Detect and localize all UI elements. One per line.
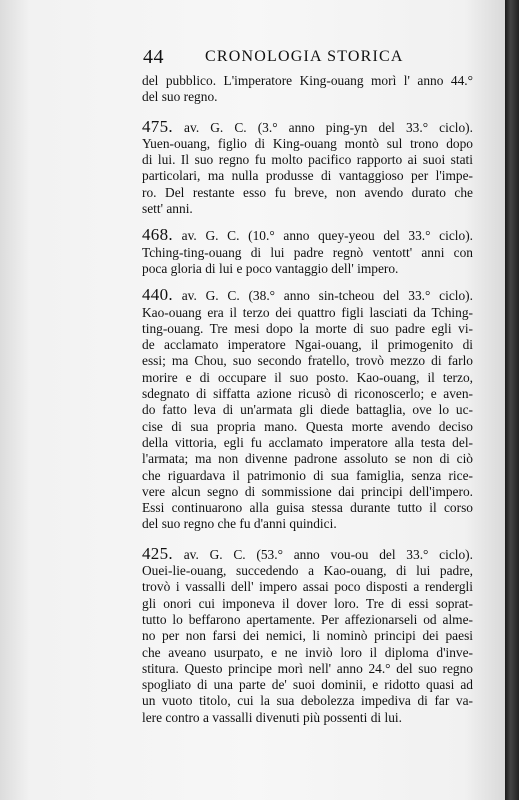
- entry-year: 425.: [142, 545, 173, 563]
- text-line: de acclamato imperatore Ngai-ouang, il primogenito di: [142, 337, 473, 353]
- entry-heading: av. G. C. (10.° anno quey-yeou del 33.° ciclo).: [181, 228, 473, 244]
- body-text: [142, 73, 473, 726]
- book-spine-edge: [505, 0, 519, 800]
- text-line: ting-ouang. Tre mesi dopo la morte di suo padre egli vi-: [142, 320, 473, 336]
- text-line: essi; ma Chou, suo secondo fratello, trovò mezzo di farlo: [142, 353, 473, 369]
- text-line: Essi continuarono alla guisa stessa durante tutto il corso: [142, 500, 473, 516]
- text-line: Ouei-lie-ouang, succedendo a Kao-ouang, di lui padre,: [142, 563, 473, 579]
- entry-year: 440.: [142, 287, 173, 305]
- entry-440: [142, 287, 473, 532]
- text-line: lere contro a vassalli divenuti più possenti di lui.: [142, 709, 402, 725]
- text-line: di lui. Il suo regno fu molto pacifico rapporto ai suoi stati: [142, 152, 473, 168]
- text-line: Yuen-ouang, figlio di King-ouang montò sul trono dopo: [142, 135, 473, 151]
- entry-lead-line: [142, 546, 473, 563]
- text-line: stitura. Questo principe morì nell' anno 24.° del suo regno: [142, 660, 473, 676]
- text-line: particolari, ma nulla produsse di vantaggioso per l'impe-: [142, 168, 473, 184]
- entry-475: [142, 119, 473, 218]
- text-line: morire e di occupare il suo posto. Kao-ouang, il terzo,: [142, 369, 473, 385]
- text-line: della vittoria, egli fu acclamato imperatore alla testa del-: [142, 434, 473, 450]
- text-line: del suo regno che fu d'anni quindici.: [142, 516, 337, 532]
- entry-year: 468.: [142, 227, 173, 245]
- text-line: vere alcun segno di sommissione dai principi dell'impero.: [142, 483, 473, 499]
- text-line: un vuoto titolo, cui la sua debolezza impediva di far va-: [142, 693, 473, 709]
- entry-lead-line: [142, 287, 473, 304]
- text-line: tutto lo beffarono apertamente. Per affezionarseli od alme-: [142, 611, 473, 627]
- text-line: gli onori cui imponeva il dover loro. Tre di essi soprat-: [142, 595, 473, 611]
- text-line: no per non farsi dei nemici, li nominò principi dei paesi: [142, 628, 473, 644]
- text-line: cise di sua propria mano. Questa morte avendo deciso: [142, 418, 473, 434]
- entry-heading: av. G. C. (38.° anno sin-tcheou del 33.° ciclo).: [181, 288, 473, 304]
- running-title: CRONOLOGIA STORICA: [205, 48, 404, 65]
- text-line: sett' anni.: [142, 201, 193, 217]
- entry-lead-line: [142, 227, 473, 244]
- text-line: sdegnato di siffatta azione ricusò di riconoscerlo; e aven-: [142, 386, 473, 402]
- text-line: Tching-ting-ouang di lui padre regnò ventott' anni con: [142, 244, 473, 260]
- text-line: del suo regno.: [142, 89, 218, 105]
- page-number: 44: [143, 46, 164, 68]
- page-header: [143, 46, 458, 70]
- entry-lead-line: [142, 119, 473, 136]
- text-line: l'armata; ma non divenne padrone assoluto se non di ciò: [142, 451, 473, 467]
- text-line: del pubblico. L'imperatore King-ouang morì l' anno 44.°: [142, 73, 473, 88]
- entry-425: [142, 546, 473, 726]
- text-line: ro. Del restante esso fu breve, non avendo durato che: [142, 184, 473, 200]
- continuation-paragraph: [142, 73, 473, 106]
- entry-468: [142, 227, 473, 277]
- text-line: trovò i vassalli dell' impero assai poco disposti a rendergli: [142, 579, 473, 595]
- text-line: Kao-ouang era il terzo dei quattro figli lasciati da Tching-: [142, 304, 473, 320]
- text-line: che aveano usurpato, e ne inviò loro il diploma d'inve-: [142, 644, 473, 660]
- text-line: do fatto leva di un'armata gli diede battaglia, ove lo uc-: [142, 402, 473, 418]
- text-line: poca gloria di lui e poco vantaggio dell' impero.: [142, 260, 399, 276]
- entry-year: 475.: [142, 118, 173, 136]
- text-line: che riguardava il patrimonio di sua famiglia, senza rice-: [142, 467, 473, 483]
- text-line: spogliato di una parte de' suoi dominii, e ridotto quasi ad: [142, 677, 473, 693]
- entry-heading: av. G. C. (3.° anno ping-yn del 33.° ciclo).: [184, 119, 473, 135]
- entry-heading: av. G. C. (53.° anno vou-ou del 33.° ciclo).: [183, 546, 473, 562]
